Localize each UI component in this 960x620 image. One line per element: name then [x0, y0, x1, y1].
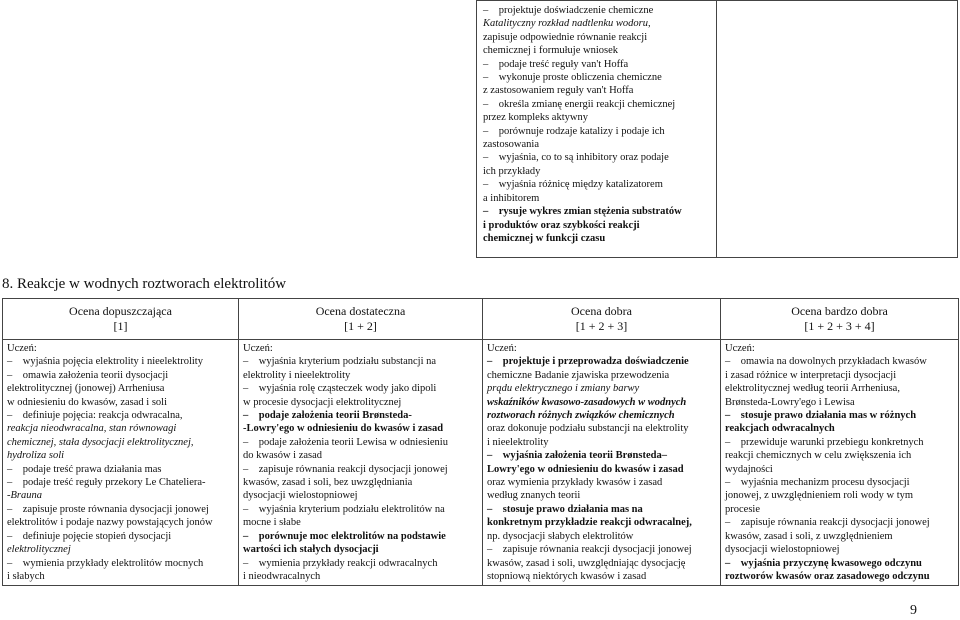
header-grade-formula: [1 + 2 + 3]: [575, 319, 628, 333]
requirement-line: chemicznej w funkcji czasu: [483, 232, 606, 244]
header-grade-name: Ocena dostateczna: [315, 304, 406, 318]
requirement-line: – wykonuje proste obliczenia chemiczne: [483, 71, 710, 84]
header-grade-4: [721, 299, 959, 340]
requirement-line: – wyjaśnia kryterium podziału elektrolitów na: [243, 503, 478, 516]
column-label: Uczeń:: [243, 343, 273, 354]
requirement-line: elektrolitycznej (jonowej) Arrheniusa: [7, 383, 165, 395]
requirement-line: hydroliza soli: [7, 450, 65, 462]
requirement-line: – definiuje pojęcie stopień dysocjacji: [7, 530, 234, 543]
header-grade-2: [239, 299, 483, 340]
header-grade-formula: [1 + 2 + 3 + 4]: [804, 319, 875, 333]
requirement-line: zapisuje odpowiednie równanie reakcji: [483, 31, 648, 43]
requirement-line: jonowej, z uwzględnieniem roli wody w tym: [725, 490, 914, 502]
requirement-line: np. dysocjacji słabych elektrolitów: [487, 530, 634, 542]
requirement-line: – wyjaśnia przyczynę kwasowego odczynu: [725, 557, 954, 570]
requirement-line: chemicznej, stała dysocjacji elektrolitycznej,: [7, 436, 194, 448]
requirement-line: -Brauna: [7, 490, 42, 502]
header-grade-name: Ocena dobra: [571, 304, 632, 318]
requirement-line: oraz dokonuje podziału substancji na elektrolity: [487, 423, 689, 435]
column-label: Uczeń:: [487, 343, 517, 354]
header-grade-name: Ocena dopuszczająca: [69, 304, 172, 318]
requirement-line: mocne i słabe: [243, 517, 301, 529]
requirement-line: Brønsteda-Lowry'ego i Lewisa: [725, 396, 855, 408]
requirement-line: – podaje treść reguły van't Hoffa: [483, 58, 710, 71]
requirement-line: stopniową niektórych kwasów i zasad: [487, 570, 647, 582]
requirement-line: przez kompleks aktywny: [483, 112, 588, 124]
requirement-line: i zasad różnice w interpretacji dysocjacji: [725, 369, 897, 381]
requirements-list: [721, 340, 958, 585]
requirement-line: – zapisuje równania reakcji dysocjacji jonowej: [487, 543, 716, 556]
top-requirements-list: [477, 1, 716, 248]
requirement-line: wydajności: [725, 463, 773, 475]
requirement-line: – rysuje wykres zmian stężenia substratów: [483, 205, 710, 218]
requirement-line: – wyjaśnia różnicę między katalizatorem: [483, 178, 710, 191]
requirement-line: i nieodwracalnych: [243, 570, 321, 582]
page-number: 9: [910, 603, 917, 618]
requirement-line: – omawia na dowolnych przykładach kwasów: [725, 355, 954, 368]
requirement-line: procesie: [725, 503, 760, 515]
requirement-line: według znanych teorii: [487, 490, 581, 502]
requirement-line: – wyjaśnia pojęcia elektrolity i nieelektrolity: [7, 355, 234, 368]
top-content-cell: [477, 1, 717, 258]
requirements-list: [483, 340, 720, 585]
requirement-line: – wyjaśnia założenia teorii Brønsteda–: [487, 449, 716, 462]
requirement-line: – porównuje rodzaje katalizy i podaje ich: [483, 125, 710, 138]
requirement-line: reakcji chemicznych w celu zwiększenia ich: [725, 450, 912, 462]
requirement-line: – stosuje prawo działania mas na: [487, 503, 716, 516]
column-grade-2: [239, 340, 483, 586]
requirement-line: w odniesieniu do kwasów, zasad i soli: [7, 396, 168, 408]
requirement-line: oraz wymienia przykłady kwasów i zasad: [487, 477, 663, 489]
requirement-line: – przewiduje warunki przebiegu konkretnych: [725, 436, 954, 449]
requirement-line: – definiuje pojęcia: reakcja odwracalna,: [7, 409, 234, 422]
requirement-line: – podaje założenia teorii Lewisa w odniesieniu: [243, 436, 478, 449]
requirement-line: w procesie dysocjacji elektrolitycznej: [243, 396, 402, 408]
requirement-line: kwasów, zasad i soli, bez uwzględniania: [243, 477, 413, 489]
requirement-line: konkretnym przykładzie reakcji odwracalnej,: [487, 517, 692, 529]
requirement-line: – podaje treść reguły przekory Le Chateliera-: [7, 476, 234, 489]
requirement-line: roztworów kwasów oraz zasadowego odczynu: [725, 570, 930, 582]
requirement-line: – wyjaśnia mechanizm procesu dysocjacji: [725, 476, 954, 489]
requirement-line: – podaje założenia teorii Brønsteda-: [243, 409, 478, 422]
requirement-line: – porównuje moc elektrolitów na podstawie: [243, 530, 478, 543]
requirement-line: elektrolity i nieelektrolity: [243, 369, 351, 381]
requirement-line: dysocjacji wielostopniowej: [725, 544, 840, 556]
requirement-line: i produktów oraz szybkości reakcji: [483, 219, 640, 231]
requirement-line: reakcjach odwracalnych: [725, 423, 835, 435]
requirement-line: – określa zmianę energii reakcji chemicznej: [483, 98, 710, 111]
requirement-line: elektrolitycznej według teorii Arrheniusa,: [725, 383, 900, 395]
requirement-line: -Lowry'ego w odniesieniu do kwasów i zasad: [243, 423, 444, 435]
requirement-line: – wymienia przykłady reakcji odwracalnych: [243, 557, 478, 570]
requirement-line: z zastosowaniem reguły van't Hoffa: [483, 85, 634, 97]
requirement-line: – projektuje doświadczenie chemiczne: [483, 4, 710, 17]
section-title: 8. Reakcje w wodnych roztworach elektrolitów: [2, 276, 287, 292]
requirement-line: i słabych: [7, 570, 45, 582]
requirement-line: prądu elektrycznego i zmiany barwy: [487, 383, 640, 395]
requirement-line: kwasów, zasad i soli, z uwzględnieniem: [725, 530, 893, 542]
requirement-line: wskaźników kwasowo-zasadowych w wodnych: [487, 396, 687, 408]
requirement-line: – projektuje i przeprowadza doświadczenie: [487, 355, 716, 368]
requirement-line: ich przykłady: [483, 165, 541, 177]
requirement-line: a inhibitorem: [483, 192, 540, 204]
header-grade-1: [3, 299, 239, 340]
header-grade-formula: [1]: [113, 319, 128, 333]
header-row: [3, 299, 959, 340]
column-label: Uczeń:: [7, 343, 37, 354]
requirements-list: [239, 340, 482, 585]
requirement-line: elektrolitów i podaje nazwy powstających jonów: [7, 517, 213, 529]
requirement-line: chemiczne Badanie zjawiska przewodzenia: [487, 369, 670, 381]
top-empty-cell: [717, 1, 958, 258]
requirement-line: – wyjaśnia, co to są inhibitory oraz podaje: [483, 151, 710, 164]
requirement-line: dysocjacji wielostopniowej: [243, 490, 358, 502]
requirement-line: chemicznej i formułuje wniosek: [483, 45, 618, 57]
requirement-line: – wyjaśnia kryterium podziału substancji na: [243, 355, 478, 368]
header-grade-name: Ocena bardzo dobra: [791, 304, 888, 318]
requirement-line: do kwasów i zasad: [243, 450, 323, 462]
top-continuation-table: [476, 0, 958, 258]
requirement-line: – zapisuje równania reakcji dysocjacji jonowej: [725, 516, 954, 529]
requirement-line: zastosowania: [483, 139, 539, 151]
column-grade-1: [3, 340, 239, 586]
requirement-line: wartości ich stałych dysocjacji: [243, 544, 379, 556]
requirement-line: Katalityczny rozkład nadtlenku wodoru,: [483, 18, 651, 30]
requirement-line: reakcja nieodwracalna, stan równowagi: [7, 423, 177, 435]
header-grade-formula: [1 + 2]: [344, 319, 377, 333]
column-grade-3: [483, 340, 721, 586]
requirement-line: Lowry'ego w odniesieniu do kwasów i zasad: [487, 463, 684, 475]
requirement-line: i nieelektrolity: [487, 436, 549, 448]
requirement-line: – omawia założenia teorii dysocjacji: [7, 369, 234, 382]
requirement-line: – zapisuje równania reakcji dysocjacji jonowej: [243, 463, 478, 476]
column-label: Uczeń:: [725, 343, 755, 354]
content-row: [3, 340, 959, 586]
requirement-line: kwasów, zasad i soli, uwzględniając dysocjację: [487, 557, 686, 569]
requirement-line: – stosuje prawo działania mas w różnych: [725, 409, 954, 422]
requirements-list: [3, 340, 238, 585]
requirement-line: elektrolitycznej: [7, 544, 71, 556]
header-grade-3: [483, 299, 721, 340]
requirement-line: – wyjaśnia rolę cząsteczek wody jako dipoli: [243, 382, 478, 395]
column-grade-4: [721, 340, 959, 586]
requirement-line: – zapisuje proste równania dysocjacji jonowej: [7, 503, 234, 516]
grading-table: [2, 298, 959, 586]
requirement-line: roztworach różnych związków chemicznych: [487, 410, 675, 422]
requirement-line: – podaje treść prawa działania mas: [7, 463, 234, 476]
requirement-line: – wymienia przykłady elektrolitów mocnych: [7, 557, 234, 570]
